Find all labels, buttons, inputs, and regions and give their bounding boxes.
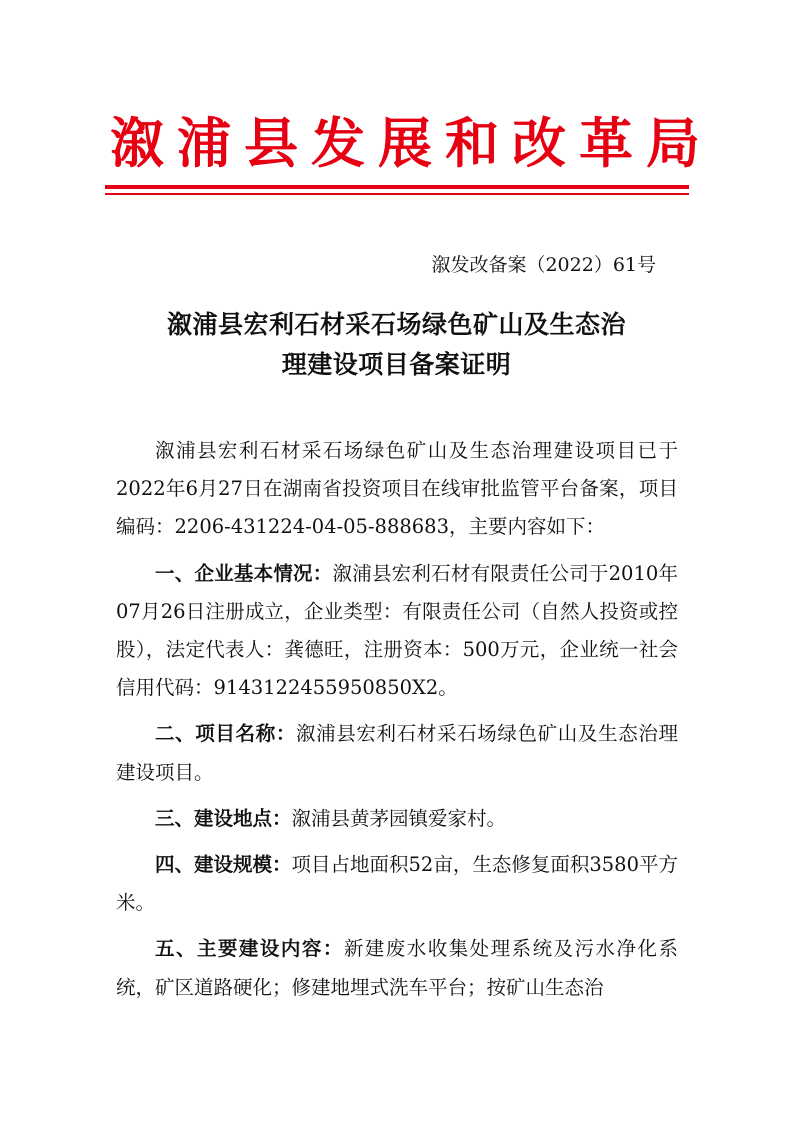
section-text: 溆浦县黄茅园镇爱家村。	[291, 806, 507, 830]
intro-paragraph: 溆浦县宏利石材采石场绿色矿山及生态治理建设项目已于2022年6月27日在湖南省投资项目在线审批监管平台备案，项目编码：2206-431224-04-05-888683，主要内容如下：	[116, 439, 678, 539]
document-number: 溆发改备案（2022）61号	[431, 254, 656, 276]
issuer-masthead: 溆浦县发展和改革局	[110, 111, 713, 175]
section-paragraph	[116, 930, 678, 1006]
section-text: 溆浦县宏利石材有限责任公司于2010年07月26日注册成立，企业类型：有限责任公司（自然人投资或控股），法定代表人：龚德旺，注册资本：500万元，企业统一社会信用代码：9143122455950850X2。	[116, 561, 678, 700]
section-label: 一、企业基本情况：	[155, 561, 333, 585]
section-paragraph	[116, 800, 678, 838]
masthead-rule-thick	[105, 185, 689, 189]
title-line-2: 理建设项目备案证明	[281, 350, 512, 379]
section-label: 二、项目名称：	[155, 722, 296, 746]
section-paragraph	[116, 555, 678, 708]
section-label: 四、建设规模：	[155, 853, 292, 877]
section-paragraph	[116, 715, 678, 791]
section-paragraph	[116, 846, 678, 922]
section-label: 三、建设地点：	[155, 806, 292, 830]
section-label: 五、主要建设内容：	[155, 937, 344, 961]
section-text: 新建废水收集处理系统及污水净化系统，矿区道路硬化；修建地埋式洗车平台；按矿山生态治	[116, 937, 678, 999]
document-body	[116, 432, 678, 1015]
title-line-1: 溆浦县宏利石材采石场绿色矿山及生态治	[166, 310, 626, 339]
document-title	[110, 305, 683, 385]
section-text: 溆浦县宏利石材采石场绿色矿山及生态治理建设项目。	[116, 722, 678, 784]
section-text: 项目占地面积52亩，生态修复面积3580平方米。	[116, 853, 678, 915]
masthead-rule-thin	[105, 193, 689, 195]
